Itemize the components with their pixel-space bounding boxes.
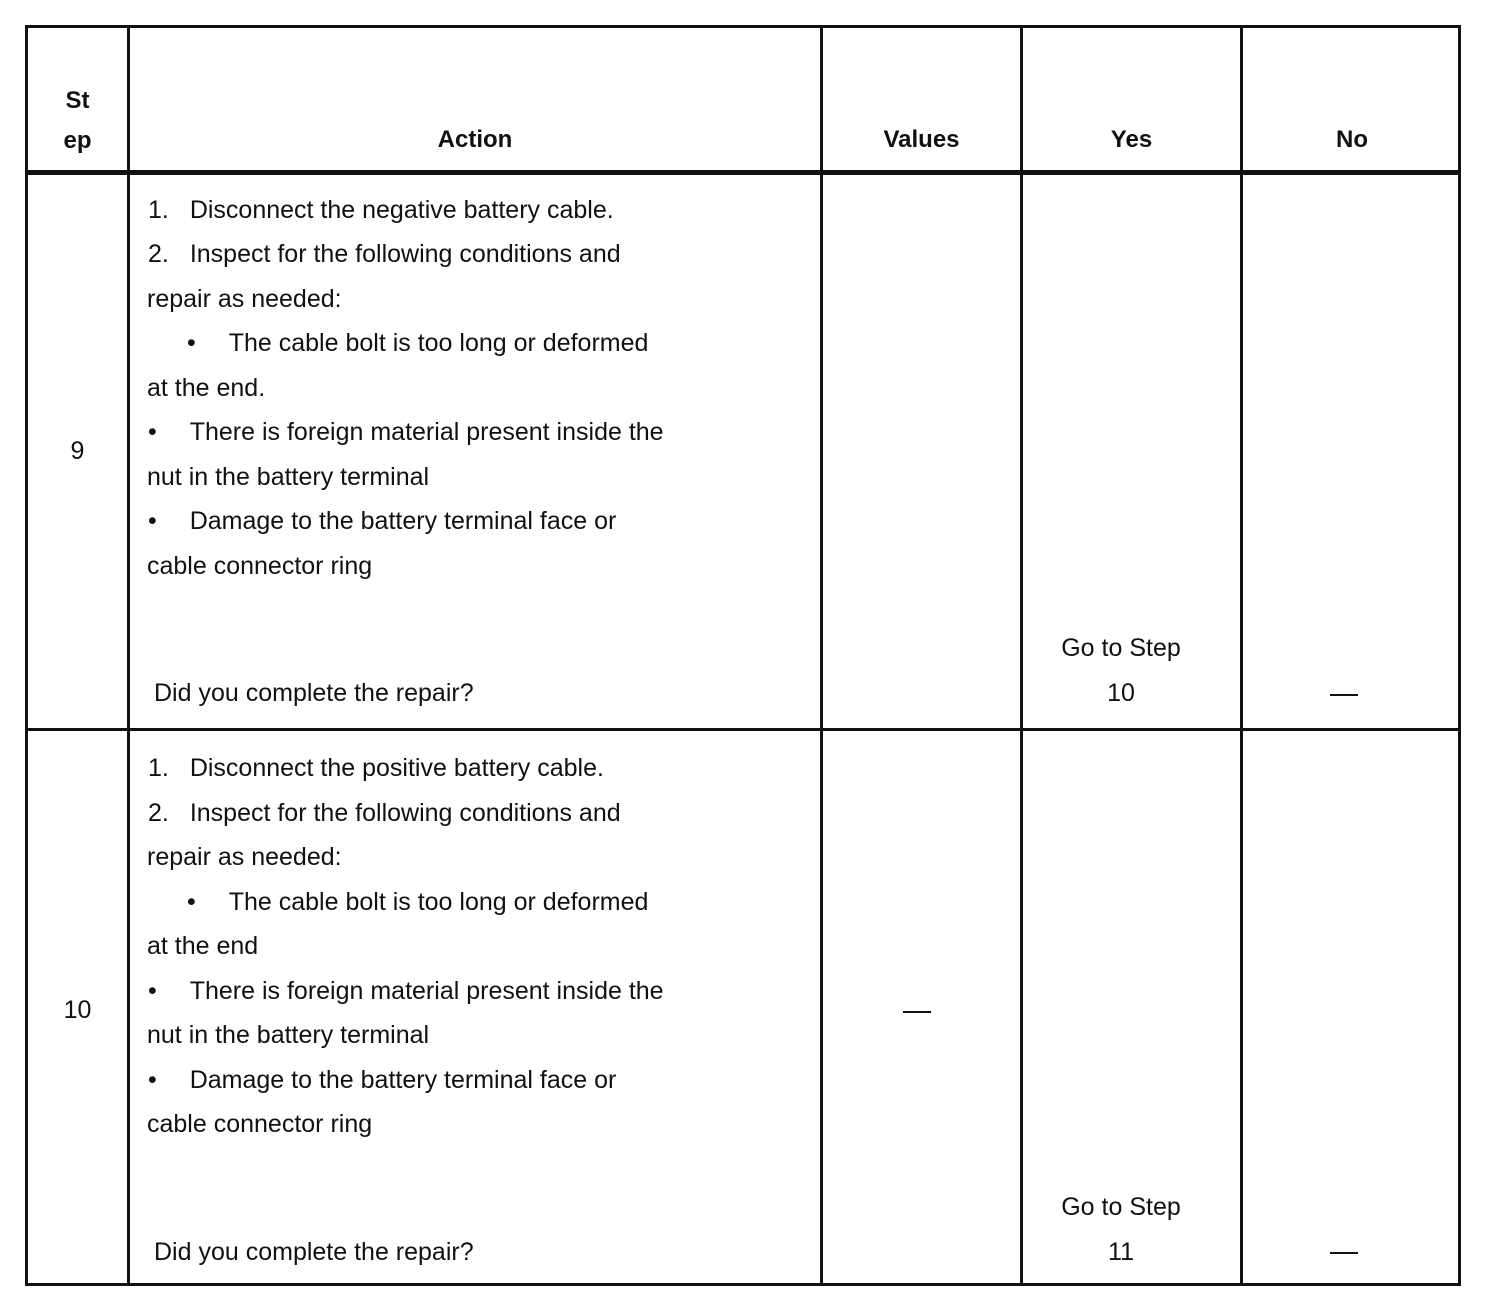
no-result-dash [1330, 694, 1358, 696]
list-marker: 2. [148, 240, 169, 268]
action-text: nut in the battery terminal [147, 1021, 430, 1049]
list-item [148, 188, 614, 233]
question-text: Did you complete the repair? [154, 1238, 474, 1266]
list-item [148, 969, 664, 1014]
bullet-marker: • [187, 888, 196, 916]
yes-result-line1: Go to Step [1061, 1193, 1181, 1221]
list-item [148, 791, 621, 836]
step-number: 10 [63, 996, 92, 1024]
action-text: repair as needed: [147, 285, 342, 313]
column-divider [1240, 28, 1243, 1283]
action-text: cable connector ring [147, 1110, 373, 1138]
diagnostic-table [25, 25, 1461, 1286]
action-text: Disconnect the positive battery cable. [189, 754, 604, 782]
step-number: 9 [70, 437, 85, 465]
action-text: nut in the battery terminal [147, 463, 430, 491]
column-divider [127, 28, 130, 1283]
list-item [148, 499, 616, 544]
bullet-marker: • [187, 329, 196, 357]
action-text: The cable bolt is too long or deformed [228, 888, 649, 916]
values-dash [903, 1011, 931, 1013]
list-item [148, 410, 664, 455]
yes-result [1023, 1185, 1219, 1274]
action-text: There is foreign material present inside the [189, 977, 664, 1005]
action-text: Inspect for the following conditions and [189, 799, 621, 827]
action-text: The cable bolt is too long or deformed [228, 329, 649, 357]
bullet-marker: • [148, 418, 157, 446]
header-step-line2: ep [63, 127, 92, 154]
action-text: There is foreign material present inside the [189, 418, 664, 446]
bullet-marker: • [148, 1066, 157, 1094]
header-values: Values [883, 126, 960, 153]
list-item [148, 1058, 616, 1103]
header-step [28, 81, 127, 161]
yes-result [1023, 626, 1219, 715]
action-text: Inspect for the following conditions and [189, 240, 621, 268]
column-divider [820, 28, 823, 1283]
row-divider [28, 728, 1458, 731]
action-text: Damage to the battery terminal face or [189, 507, 617, 535]
action-text: at the end. [147, 374, 266, 402]
action-text: at the end [147, 932, 259, 960]
header-yes: Yes [1110, 126, 1153, 153]
list-item [187, 321, 648, 366]
list-item [148, 746, 604, 791]
list-marker: 1. [148, 196, 169, 224]
action-text: Disconnect the negative battery cable. [189, 196, 614, 224]
yes-result-line1: Go to Step [1061, 634, 1181, 662]
action-text: repair as needed: [147, 843, 342, 871]
list-marker: 2. [148, 799, 169, 827]
question-text: Did you complete the repair? [154, 679, 474, 707]
no-result-dash [1330, 1252, 1358, 1254]
bullet-marker: • [148, 977, 157, 1005]
list-item [187, 880, 648, 925]
action-text: cable connector ring [147, 552, 373, 580]
header-action: Action [437, 126, 513, 153]
list-item [148, 232, 621, 277]
yes-result-line2: 11 [1108, 1237, 1134, 1266]
action-text: Damage to the battery terminal face or [189, 1066, 617, 1094]
bullet-marker: • [148, 507, 157, 535]
header-no: No [1336, 126, 1368, 153]
header-divider [28, 170, 1458, 175]
header-step-line1: St [65, 87, 90, 114]
yes-result-line2: 10 [1107, 678, 1135, 707]
list-marker: 1. [148, 754, 169, 782]
